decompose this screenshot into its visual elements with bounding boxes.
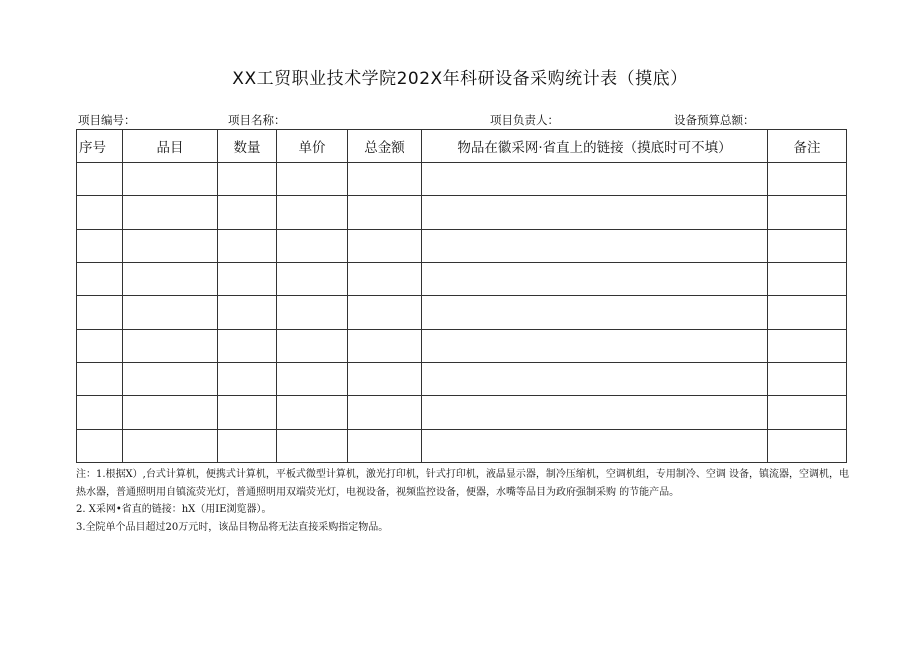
table-header-row: [77, 130, 847, 163]
table-cell[interactable]: [218, 262, 277, 295]
table-cell[interactable]: [77, 329, 123, 362]
table-cell[interactable]: [123, 396, 218, 429]
header-serial-no: 序号: [77, 130, 123, 163]
table-cell[interactable]: [768, 362, 847, 395]
table-cell[interactable]: [218, 429, 277, 462]
table-cell[interactable]: [123, 262, 218, 295]
header-item: 品目: [123, 130, 218, 163]
table-row: [77, 262, 847, 295]
table-cell[interactable]: [123, 429, 218, 462]
table-cell[interactable]: [422, 262, 768, 295]
table-cell[interactable]: [422, 362, 768, 395]
table-cell[interactable]: [277, 163, 348, 196]
table-cell[interactable]: [422, 196, 768, 229]
table-cell[interactable]: [218, 396, 277, 429]
table-row: [77, 396, 847, 429]
table-cell[interactable]: [768, 429, 847, 462]
table-body: [77, 163, 847, 463]
note-2: 2. X采网•省直的链接：hX（用IE浏览器）。: [76, 504, 272, 515]
header-unit-price: 单价: [277, 130, 348, 163]
table-cell[interactable]: [123, 329, 218, 362]
table-cell[interactable]: [348, 196, 422, 229]
table-row: [77, 296, 847, 329]
header-total-amount: 总金额: [348, 130, 422, 163]
table-cell[interactable]: [768, 329, 847, 362]
table-cell[interactable]: [218, 229, 277, 262]
table-cell[interactable]: [277, 196, 348, 229]
table-cell[interactable]: [422, 296, 768, 329]
project-lead-label: 项目负责人：: [490, 113, 559, 127]
table-cell[interactable]: [768, 163, 847, 196]
table-cell[interactable]: [77, 296, 123, 329]
table-row: [77, 196, 847, 229]
table-cell[interactable]: [348, 362, 422, 395]
table-cell[interactable]: [768, 262, 847, 295]
table-row: [77, 163, 847, 196]
table-cell[interactable]: [422, 229, 768, 262]
table-cell[interactable]: [422, 163, 768, 196]
table-cell[interactable]: [123, 229, 218, 262]
table-cell[interactable]: [77, 262, 123, 295]
table-cell[interactable]: [218, 296, 277, 329]
table-cell[interactable]: [348, 429, 422, 462]
table-cell[interactable]: [277, 229, 348, 262]
table-cell[interactable]: [218, 196, 277, 229]
table-cell[interactable]: [348, 229, 422, 262]
procurement-table: [76, 129, 847, 463]
page-title: XX工贸职业技术学院202X年科研设备采购统计表（摸底）: [232, 69, 688, 89]
table-cell[interactable]: [277, 429, 348, 462]
table-cell[interactable]: [77, 396, 123, 429]
header-remarks: 备注: [768, 130, 847, 163]
table-cell[interactable]: [422, 429, 768, 462]
header-link: 物品在徽采网·省直上的链接（摸底时可不填）: [422, 130, 768, 163]
table-cell[interactable]: [218, 163, 277, 196]
table-cell[interactable]: [218, 362, 277, 395]
table-cell[interactable]: [277, 296, 348, 329]
project-name-label: 项目名称：: [228, 113, 286, 127]
table-cell[interactable]: [422, 396, 768, 429]
table-cell[interactable]: [277, 362, 348, 395]
table-cell[interactable]: [768, 229, 847, 262]
table-row: [77, 329, 847, 362]
table-cell[interactable]: [123, 362, 218, 395]
table-cell[interactable]: [348, 296, 422, 329]
table-cell[interactable]: [768, 396, 847, 429]
table-cell[interactable]: [123, 296, 218, 329]
table-cell[interactable]: [123, 196, 218, 229]
table-cell[interactable]: [277, 396, 348, 429]
notes-section: [76, 466, 851, 536]
table-cell[interactable]: [768, 196, 847, 229]
note-3: 3.全院单个品目超过20万元时，该品目物品将无法直接采购指定物品。: [76, 521, 389, 533]
table-cell[interactable]: [77, 362, 123, 395]
table-cell[interactable]: [77, 429, 123, 462]
table-cell[interactable]: [77, 163, 123, 196]
table-row: [77, 362, 847, 395]
project-number-label: 项目编号：: [78, 113, 136, 127]
table-cell[interactable]: [277, 329, 348, 362]
table-cell[interactable]: [77, 196, 123, 229]
table-cell[interactable]: [277, 262, 348, 295]
table-row: [77, 429, 847, 462]
note-1: 注：1.根据X）,台式计算机，便携式计算机，平板式微型计算机，激光打印机，针式打印机，液晶显示器，制冷压缩机，空调机组，专用制冷、空调 设备，镇流器，空调机，电热水器，普通照明用自镇流荧光灯，普通照明用双端荧光灯，电视设备，视频监控设备，便器，水嘴等品目为政府强制采购 的节能产品。: [76, 469, 850, 498]
header-quantity: 数量: [218, 130, 277, 163]
table-cell[interactable]: [348, 329, 422, 362]
table-cell[interactable]: [348, 163, 422, 196]
table-cell[interactable]: [123, 163, 218, 196]
table-cell[interactable]: [218, 329, 277, 362]
table-cell[interactable]: [422, 329, 768, 362]
budget-total-label: 设备预算总额：: [674, 113, 755, 127]
table-cell[interactable]: [768, 296, 847, 329]
table-cell[interactable]: [348, 262, 422, 295]
table-cell[interactable]: [77, 229, 123, 262]
table-cell[interactable]: [348, 396, 422, 429]
table-row: [77, 229, 847, 262]
